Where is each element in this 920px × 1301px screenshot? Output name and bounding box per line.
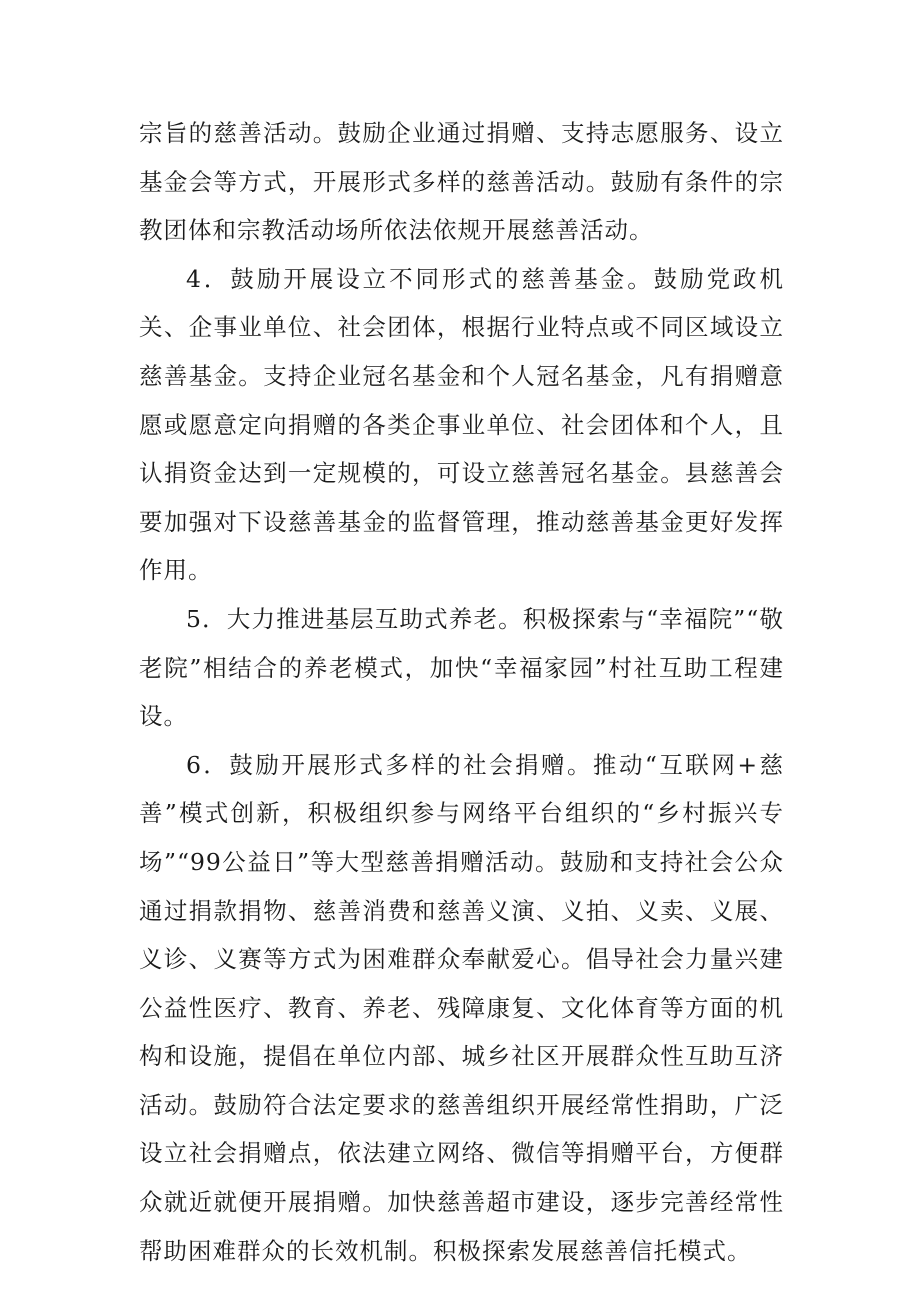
paragraph-continuation: 宗旨的慈善活动。鼓励企业通过捐赠、支持志愿服务、设立基金会等方式，开展形式多样的慈善活动。鼓励有条件的宗教团体和宗教活动场所依法依规开展慈善活动。 xyxy=(139,119,784,245)
paragraph-item-4: 4．鼓励开展设立不同形式的慈善基金。鼓励党政机关、企事业单位、社会团体，根据行业特点或不同区域设立慈善基金。支持企业冠名基金和个人冠名基金，凡有捐赠意愿或愿意定向捐赠的各类企事业单位、社会团体和个人，且认捐资金达到一定规模的，可设立慈善冠名基金。县慈善会要加强对下设慈善基金的监督管理，推动慈善基金更好发挥作用。 xyxy=(139,264,784,585)
paragraph-item-5: 5．大力推进基层互助式养老。积极探索与“幸福院”“敬老院”相结合的养老模式，加快“幸福家园”村社互助工程建设。 xyxy=(139,604,784,731)
document-body xyxy=(139,109,784,1275)
paragraph-item-6: 6．鼓励开展形式多样的社会捐赠。推动“互联网+慈善”模式创新，积极组织参与网络平台组织的“乡村振兴专场”“99公益日”等大型慈善捐赠活动。鼓励和支持社会公众通过捐款捐物、慈善消费和慈善义演、义拍、义卖、义展、义诊、义赛等方式为困难群众奉献爱心。倡导社会力量兴建公益性医疗、教育、养老、残障康复、文化体育等方面的机构和设施，提倡在单位内部、城乡社区开展群众性互助互济活动。鼓励符合法定要求的慈善组织开展经常性捐助，广泛设立社会捐赠点，依法建立网络、微信等捐赠平台，方便群众就近就便开展捐赠。加快慈善超市建设，逐步完善经常性帮助困难群众的长效机制。积极探索发展慈善信托模式。 xyxy=(139,750,784,1265)
